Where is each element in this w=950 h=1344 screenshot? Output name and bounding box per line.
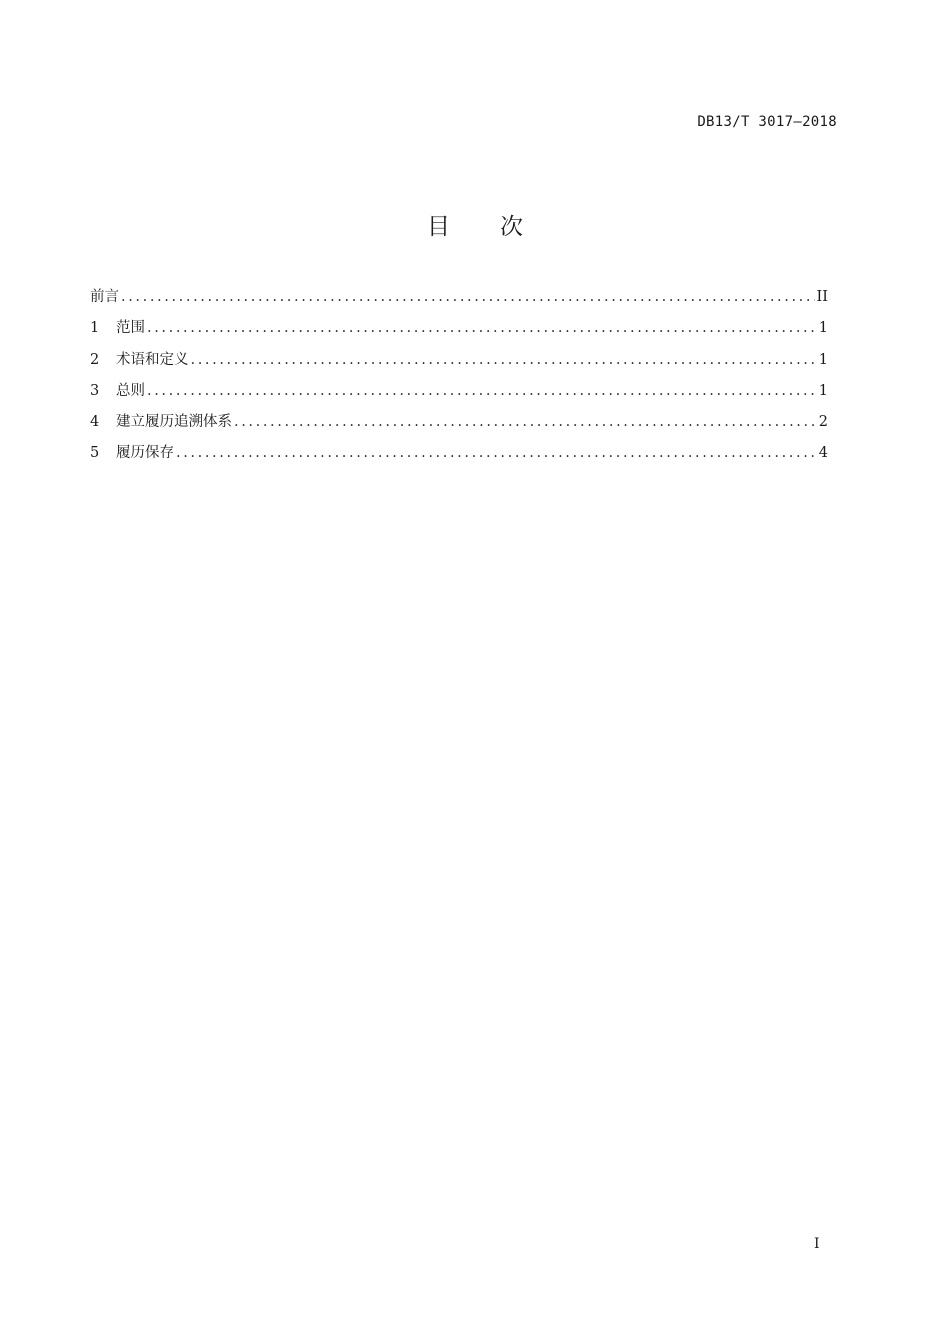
toc-entry-preface[interactable]	[90, 287, 828, 318]
toc-leader-dots	[234, 412, 817, 432]
toc-entry-terms[interactable]	[90, 350, 828, 381]
toc-entry-traceability[interactable]	[90, 412, 828, 443]
toc-entry-label: 建立履历追溯体系	[116, 414, 232, 431]
toc-entry-label: 履历保存	[116, 445, 174, 462]
toc-entry-label: 范围	[116, 320, 145, 337]
toc-title-part2: 次	[500, 214, 523, 240]
toc-entry-page: II	[816, 289, 828, 305]
toc-leader-dots	[176, 443, 817, 463]
toc-entry-number: 4	[90, 414, 100, 431]
toc-list	[90, 287, 828, 475]
document-code: DB13/T 3017—2018	[697, 114, 837, 130]
toc-entry-preservation[interactable]	[90, 443, 828, 474]
toc-title-part1: 目	[427, 214, 450, 240]
toc-entry-label: 前言	[90, 289, 119, 305]
toc-entry-page: 1	[818, 351, 828, 368]
toc-leader-dots	[147, 318, 817, 338]
toc-entry-page: 1	[818, 382, 828, 399]
page-number: I	[814, 1236, 820, 1252]
toc-entry-label: 术语和定义	[116, 351, 189, 368]
toc-entry-page: 2	[818, 414, 828, 431]
toc-leader-dots	[191, 350, 817, 370]
toc-leader-dots	[147, 381, 817, 401]
toc-entry-number: 5	[90, 445, 100, 462]
toc-title	[0, 208, 950, 241]
toc-entry-page: 1	[818, 320, 828, 337]
toc-entry-number: 3	[90, 382, 100, 399]
toc-entry-page: 4	[818, 445, 828, 462]
toc-entry-number: 2	[90, 351, 100, 368]
toc-entry-label: 总则	[116, 382, 145, 399]
toc-entry-number: 1	[90, 320, 100, 337]
toc-entry-general[interactable]	[90, 381, 828, 412]
toc-leader-dots	[121, 287, 815, 307]
toc-entry-scope[interactable]	[90, 318, 828, 349]
